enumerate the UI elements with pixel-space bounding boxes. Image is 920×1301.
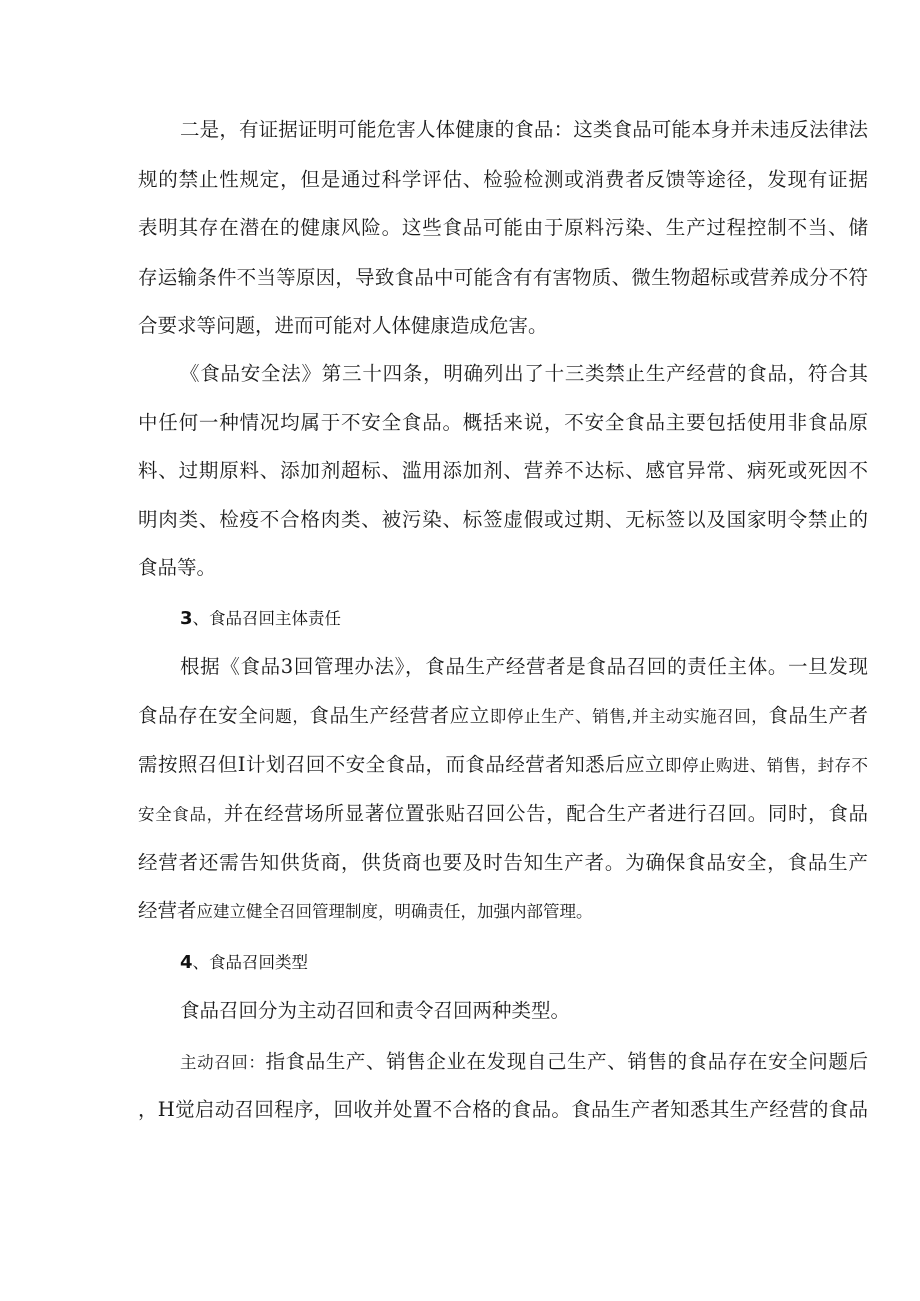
para2-line3: 料、过期原料、添加剂超标、滥用添加剂、营养不达标、感官异常、病死或死因不 bbox=[138, 459, 868, 482]
para3-line4 bbox=[138, 800, 868, 829]
para5-line1-text: 指食品生产、销售企业在发现自己生产、销售的食品存在安全问题后 bbox=[265, 1050, 868, 1073]
para2-line4: 明肉类、检疫不合格肉类、被污染、标签虚假或过期、无标签以及国家明令禁止的 bbox=[138, 508, 868, 531]
para1-line5: 合要求等问题，进而可能对人体健康造成危害。 bbox=[138, 314, 548, 337]
para3-line2-part3: 食品生产经营者应立 bbox=[309, 704, 490, 727]
para2-line5: 食品等。 bbox=[138, 556, 217, 579]
para3-line6-part1: 经营者 bbox=[138, 899, 197, 922]
para4-line1: 食品召回分为主动召回和责令召回两种类型。 bbox=[180, 999, 571, 1022]
para3-line2-part4: 即停止生产、销售,并主动实施召回， bbox=[489, 707, 769, 726]
para3-line1: 根据《食品3回管理办法》，食品生产经营者是食品召回的责任主体。一旦发现 bbox=[180, 655, 868, 678]
para3-line2 bbox=[138, 702, 868, 731]
para5-line2: ，H觉启动召回程序，回收并处置不合格的食品。食品生产者知悉其生产经营的食品 bbox=[138, 1098, 868, 1121]
para3-line5: 经营者还需告知供货商，供货商也要及时告知生产者。为确保食品安全，食品生产 bbox=[138, 851, 868, 874]
para2-line1: 《食品安全法》第三十四条，明确列出了十三类禁止生产经营的食品，符合其 bbox=[180, 362, 868, 385]
section-4-title: 、食品召回类型 bbox=[192, 953, 309, 972]
section-4-heading bbox=[180, 949, 308, 977]
section-3-title: 、食品召回主体责任 bbox=[192, 609, 342, 628]
section-3-number: 3 bbox=[180, 608, 193, 629]
para3-line4-part1: 安全食品， bbox=[138, 805, 224, 824]
para1-line4: 存运输条件不当等原因，导致食品中可能含有有害物质、微生物超标或营养成分不符 bbox=[138, 266, 868, 289]
para3-line2-part5: 食品生产者 bbox=[768, 704, 868, 727]
para3-line3-part2: 即停止购进、销售，封存不 bbox=[664, 756, 868, 775]
para3-line2-part2: 问题， bbox=[258, 707, 310, 726]
para3-line3 bbox=[138, 751, 868, 780]
para1-line2: 规的禁止性规定，但是通过科学评估、检验检测或消费者反馈等途径，发现有证据 bbox=[138, 168, 868, 191]
section-3-heading bbox=[180, 605, 341, 633]
para2-line2: 中任何一种情况均属于不安全食品。概括来说，不安全食品主要包括使用非食品原 bbox=[138, 411, 868, 434]
para5-line1 bbox=[180, 1048, 868, 1077]
para5-line1-label: 主动召回： bbox=[180, 1053, 266, 1072]
para3-line4-part2: 并在经营场所显著位置张贴召回公告，配合生产者进行召回。同时，食品 bbox=[223, 802, 868, 825]
para1-line3: 表明其存在潜在的健康风险。这些食品可能由于原料污染、生产过程控制不当、储 bbox=[138, 216, 868, 239]
para3-line3-part1: 需按照召但I计划召回不安全食品，而食品经营者知悉后应立 bbox=[138, 753, 665, 776]
para3-line2-part1: 食品存在安全 bbox=[138, 704, 259, 727]
para1-line1: 二是，有证据证明可能危害人体健康的食品：这类食品可能本身并未违反法律法 bbox=[180, 118, 868, 141]
section-4-number: 4 bbox=[180, 952, 193, 973]
para3-line6 bbox=[138, 897, 868, 926]
para3-line6-part2: 应建立健全召回管理制度，明确责任，加强内部管理。 bbox=[196, 902, 593, 921]
